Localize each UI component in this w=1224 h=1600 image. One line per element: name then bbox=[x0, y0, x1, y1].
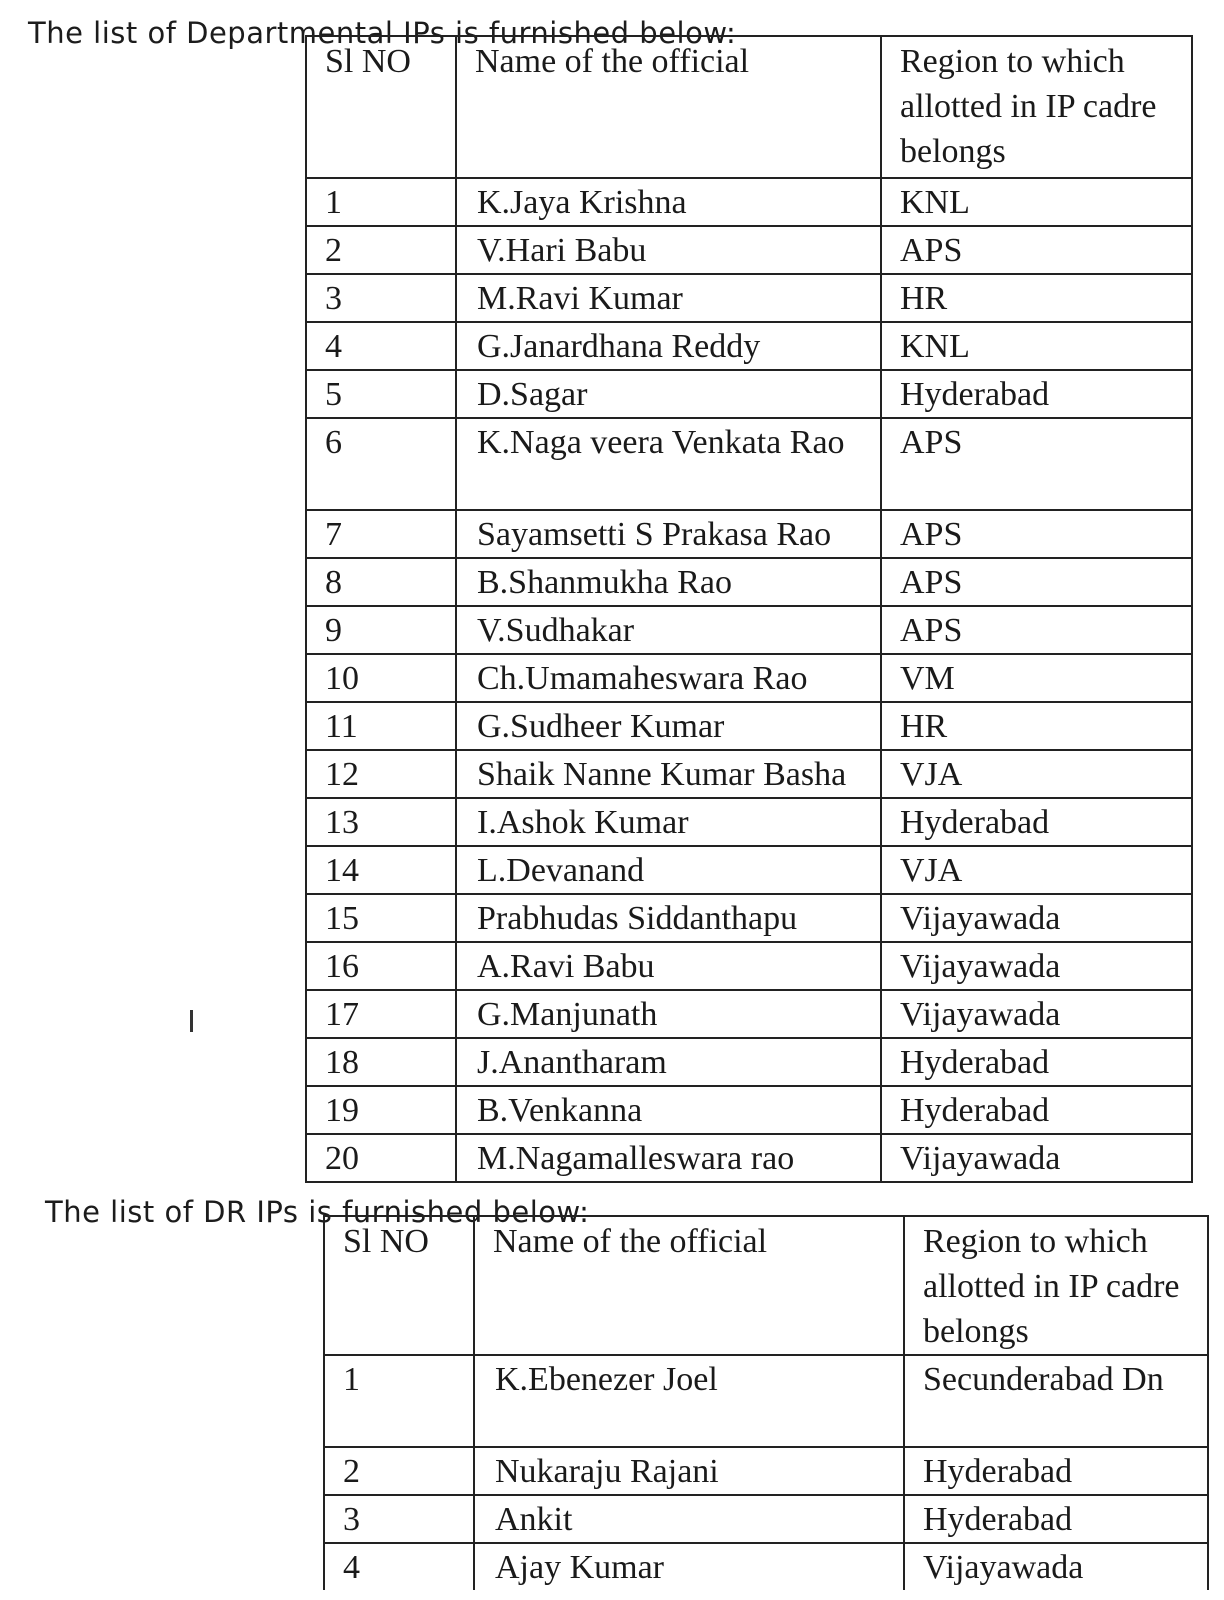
table-row bbox=[306, 322, 1192, 370]
table-header-row bbox=[324, 1216, 1208, 1355]
region-cell: Hyderabad bbox=[904, 1447, 1208, 1495]
region-cell: Hyderabad bbox=[881, 370, 1192, 418]
official-name-cell: Ajay Kumar bbox=[474, 1543, 904, 1590]
region-cell: VJA bbox=[881, 750, 1192, 798]
official-name-cell: Ankit bbox=[474, 1495, 904, 1543]
sl-no-cell: 1 bbox=[324, 1355, 474, 1447]
official-name-cell: Shaik Nanne Kumar Basha bbox=[456, 750, 881, 798]
official-name-cell: B.Shanmukha Rao bbox=[456, 558, 881, 606]
region-cell: HR bbox=[881, 702, 1192, 750]
official-name-cell: J.Anantharam bbox=[456, 1038, 881, 1086]
sl-no-cell: 1 bbox=[306, 178, 456, 226]
sl-no-cell: 16 bbox=[306, 942, 456, 990]
dr-ips-table bbox=[323, 1215, 1209, 1590]
table-row bbox=[306, 370, 1192, 418]
name-header: Name of the official bbox=[456, 36, 881, 178]
sl-no-cell: 15 bbox=[306, 894, 456, 942]
official-name-cell: D.Sagar bbox=[456, 370, 881, 418]
official-name-cell: L.Devanand bbox=[456, 846, 881, 894]
region-cell: Hyderabad bbox=[881, 798, 1192, 846]
table-row bbox=[324, 1543, 1208, 1590]
official-name-cell: K.Ebenezer Joel bbox=[474, 1355, 904, 1447]
table-row bbox=[306, 798, 1192, 846]
table-row bbox=[324, 1447, 1208, 1495]
region-cell: VM bbox=[881, 654, 1192, 702]
region-cell: Vijayawada bbox=[881, 942, 1192, 990]
region-cell: Vijayawada bbox=[881, 1134, 1192, 1182]
sl-no-header: Sl NO bbox=[306, 36, 456, 178]
region-cell: APS bbox=[881, 606, 1192, 654]
table-row bbox=[306, 1134, 1192, 1182]
departmental-ips-table bbox=[305, 35, 1193, 1183]
departmental-ips-heading: The list of Departmental IPs is furnished below: bbox=[28, 16, 737, 50]
table-row bbox=[306, 418, 1192, 510]
official-name-cell: V.Hari Babu bbox=[456, 226, 881, 274]
region-cell: Vijayawada bbox=[904, 1543, 1208, 1590]
region-cell: HR bbox=[881, 274, 1192, 322]
table-row bbox=[306, 942, 1192, 990]
sl-no-cell: 18 bbox=[306, 1038, 456, 1086]
region-cell: APS bbox=[881, 226, 1192, 274]
sl-no-cell: 8 bbox=[306, 558, 456, 606]
region-cell: KNL bbox=[881, 322, 1192, 370]
sl-no-cell: 14 bbox=[306, 846, 456, 894]
official-name-cell: Ch.Umamaheswara Rao bbox=[456, 654, 881, 702]
sl-no-cell: 17 bbox=[306, 990, 456, 1038]
region-cell: APS bbox=[881, 558, 1192, 606]
official-name-cell: V.Sudhakar bbox=[456, 606, 881, 654]
official-name-cell: G.Janardhana Reddy bbox=[456, 322, 881, 370]
region-cell: Secunderabad Dn bbox=[904, 1355, 1208, 1447]
region-cell: Hyderabad bbox=[904, 1495, 1208, 1543]
sl-no-cell: 2 bbox=[324, 1447, 474, 1495]
table-header-row bbox=[306, 36, 1192, 178]
table-row bbox=[306, 702, 1192, 750]
official-name-cell: K.Naga veera Venkata Rao bbox=[456, 418, 881, 510]
region-cell: APS bbox=[881, 510, 1192, 558]
sl-no-header: Sl NO bbox=[324, 1216, 474, 1355]
region-header: Region to which allotted in IP cadre belongs bbox=[904, 1216, 1208, 1355]
table-row bbox=[306, 990, 1192, 1038]
region-cell: Hyderabad bbox=[881, 1038, 1192, 1086]
region-cell: APS bbox=[881, 418, 1192, 510]
table-row bbox=[306, 1038, 1192, 1086]
table-row bbox=[306, 226, 1192, 274]
sl-no-cell: 6 bbox=[306, 418, 456, 510]
region-cell: KNL bbox=[881, 178, 1192, 226]
table-row bbox=[306, 178, 1192, 226]
table-row bbox=[306, 274, 1192, 322]
dr-ips-heading: The list of DR IPs is furnished below: bbox=[45, 1195, 590, 1229]
table-row bbox=[306, 894, 1192, 942]
official-name-cell: Prabhudas Siddanthapu bbox=[456, 894, 881, 942]
region-header: Region to which allotted in IP cadre belongs bbox=[881, 36, 1192, 178]
sl-no-cell: 20 bbox=[306, 1134, 456, 1182]
sl-no-cell: 12 bbox=[306, 750, 456, 798]
margin-pen-mark bbox=[190, 1010, 193, 1032]
sl-no-cell: 19 bbox=[306, 1086, 456, 1134]
official-name-cell: Sayamsetti S Prakasa Rao bbox=[456, 510, 881, 558]
table-row bbox=[306, 750, 1192, 798]
region-cell: Hyderabad bbox=[881, 1086, 1192, 1134]
official-name-cell: G.Manjunath bbox=[456, 990, 881, 1038]
sl-no-cell: 4 bbox=[306, 322, 456, 370]
table-row bbox=[306, 654, 1192, 702]
table-row bbox=[306, 846, 1192, 894]
sl-no-cell: 3 bbox=[324, 1495, 474, 1543]
table-row bbox=[306, 510, 1192, 558]
sl-no-cell: 3 bbox=[306, 274, 456, 322]
table-row bbox=[306, 606, 1192, 654]
table-row bbox=[324, 1355, 1208, 1447]
official-name-cell: I.Ashok Kumar bbox=[456, 798, 881, 846]
sl-no-cell: 4 bbox=[324, 1543, 474, 1590]
sl-no-cell: 7 bbox=[306, 510, 456, 558]
table-row bbox=[324, 1495, 1208, 1543]
table-row bbox=[306, 1086, 1192, 1134]
name-header: Name of the official bbox=[474, 1216, 904, 1355]
region-cell: VJA bbox=[881, 846, 1192, 894]
official-name-cell: B.Venkanna bbox=[456, 1086, 881, 1134]
region-cell: Vijayawada bbox=[881, 990, 1192, 1038]
official-name-cell: Nukaraju Rajani bbox=[474, 1447, 904, 1495]
official-name-cell: A.Ravi Babu bbox=[456, 942, 881, 990]
official-name-cell: M.Nagamalleswara rao bbox=[456, 1134, 881, 1182]
sl-no-cell: 13 bbox=[306, 798, 456, 846]
official-name-cell: M.Ravi Kumar bbox=[456, 274, 881, 322]
official-name-cell: G.Sudheer Kumar bbox=[456, 702, 881, 750]
region-cell: Vijayawada bbox=[881, 894, 1192, 942]
table-row bbox=[306, 558, 1192, 606]
sl-no-cell: 5 bbox=[306, 370, 456, 418]
official-name-cell: K.Jaya Krishna bbox=[456, 178, 881, 226]
sl-no-cell: 9 bbox=[306, 606, 456, 654]
sl-no-cell: 11 bbox=[306, 702, 456, 750]
sl-no-cell: 10 bbox=[306, 654, 456, 702]
sl-no-cell: 2 bbox=[306, 226, 456, 274]
